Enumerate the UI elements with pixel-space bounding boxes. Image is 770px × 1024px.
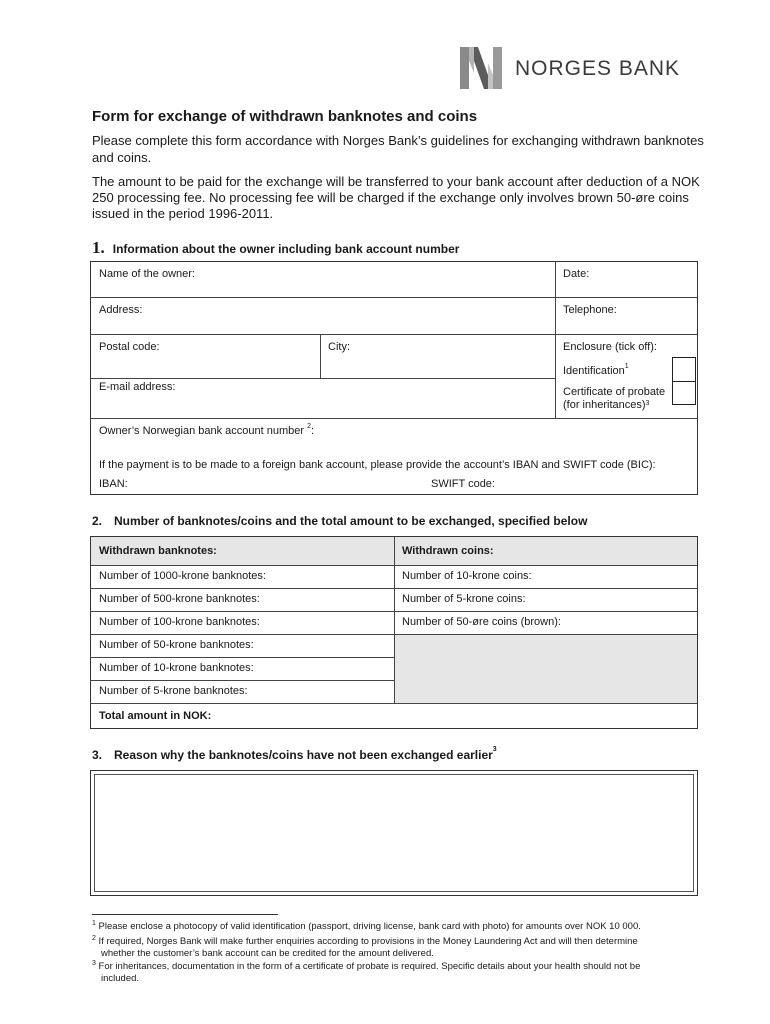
bank-account-field[interactable]: Owner’s Norwegian bank account number $^2$: [99, 423, 315, 437]
footnote-1: $^1$ Please enclose a photocopy of valid identification (passport, driving license, bank card with photo) for amounts over NOK 10 000. [92, 920, 641, 932]
banknote-500-field[interactable]: Number of 500-krone banknotes: [99, 593, 260, 605]
postal-code-field[interactable]: Postal code: [99, 341, 160, 353]
section-1-heading [92, 238, 459, 258]
banknote-5-field[interactable]: Number of 5-krone banknotes: [99, 685, 248, 697]
banknote-50-field[interactable]: Number of 50-krone banknotes: [99, 639, 254, 651]
address-field[interactable]: Address: [99, 304, 143, 316]
norges-bank-logo [460, 47, 690, 89]
probate-label: Certificate of probate (for inheritances)$^3$ [563, 386, 666, 411]
name-of-owner-field[interactable]: Name of the owner: [99, 268, 195, 280]
section-1-number: 1. [92, 238, 105, 257]
foreign-account-note: If the payment is to be made to a foreign bank account, please provide the account’s IBAN and SWIFT code (BIC): [99, 459, 656, 471]
form-title: Form for exchange of withdrawn banknotes and coins [92, 108, 478, 125]
coin-10-krone-field[interactable]: Number of 10-krone coins: [402, 570, 532, 582]
logo-text: NORGES BANK [515, 57, 681, 80]
section-3-number: 3. [92, 748, 103, 762]
intro-paragraph-1: Please complete this form accordance with Norges Bank’s guidelines for exchanging withdrawn banknotes and coins. [92, 133, 704, 165]
city-field[interactable]: City: [328, 341, 350, 353]
section-2-heading [92, 514, 587, 528]
swift-code-field[interactable]: SWIFT code: [431, 478, 495, 490]
date-field[interactable]: Date: [563, 268, 590, 280]
section-2-number: 2. [92, 514, 103, 528]
banknote-10-field[interactable]: Number of 10-krone banknotes: [99, 662, 254, 674]
probate-checkbox[interactable] [672, 381, 696, 405]
norges-bank-logo-icon [460, 47, 502, 89]
footnote-divider [92, 914, 278, 915]
identification-checkbox[interactable] [672, 357, 696, 382]
coin-50-ore-field[interactable]: Number of 50-øre coins (brown): [402, 616, 561, 628]
banknote-100-field[interactable]: Number of 100-krone banknotes: [99, 616, 260, 628]
section-2-title: Number of banknotes/coins and the total amount to be exchanged, specified below [114, 514, 588, 528]
footnote-3: $^3$ For inheritances, documentation in the form of a certificate of probate is required. Specific details about your health should not be included. [92, 960, 641, 984]
section-1-title: Information about the owner including bank account number [112, 242, 460, 256]
iban-field[interactable]: IBAN: [99, 478, 128, 490]
coins-column-header: Withdrawn coins: [402, 545, 494, 557]
footnote-2: $^2$ If required, Norges Bank will make further enquiries according to provisions in the Money Laundering Act and will then determine whether the customer’s bank account can be credited for the amount delivered. [92, 935, 638, 959]
email-address-field[interactable]: E-mail address: [99, 381, 176, 393]
section-3-heading: 3. Reason why the banknotes/coins have not been exchanged earlier$^3$ [92, 746, 497, 762]
section-3-title: Reason why the banknotes/coins have not been exchanged earlier [114, 748, 493, 762]
coin-5-krone-field[interactable]: Number of 5-krone coins: [402, 593, 526, 605]
total-amount-field[interactable]: Total amount in NOK: [99, 710, 212, 722]
reason-textarea[interactable] [90, 770, 698, 896]
telephone-field[interactable]: Telephone: [563, 304, 617, 316]
enclosure-label: Enclosure (tick off): [563, 341, 657, 353]
banknote-1000-field[interactable]: Number of 1000-krone banknotes: [99, 570, 266, 582]
banknotes-column-header: Withdrawn banknotes: [99, 545, 217, 557]
identification-label: Identification$^1$ [563, 363, 629, 377]
intro-paragraph-2: The amount to be paid for the exchange will be transferred to your bank account after deduction of a NOK 250 processing fee. No processing fee will be charged if the exchange only involves brown 50-øre coins issued in the period 1996-2011. [92, 174, 700, 221]
